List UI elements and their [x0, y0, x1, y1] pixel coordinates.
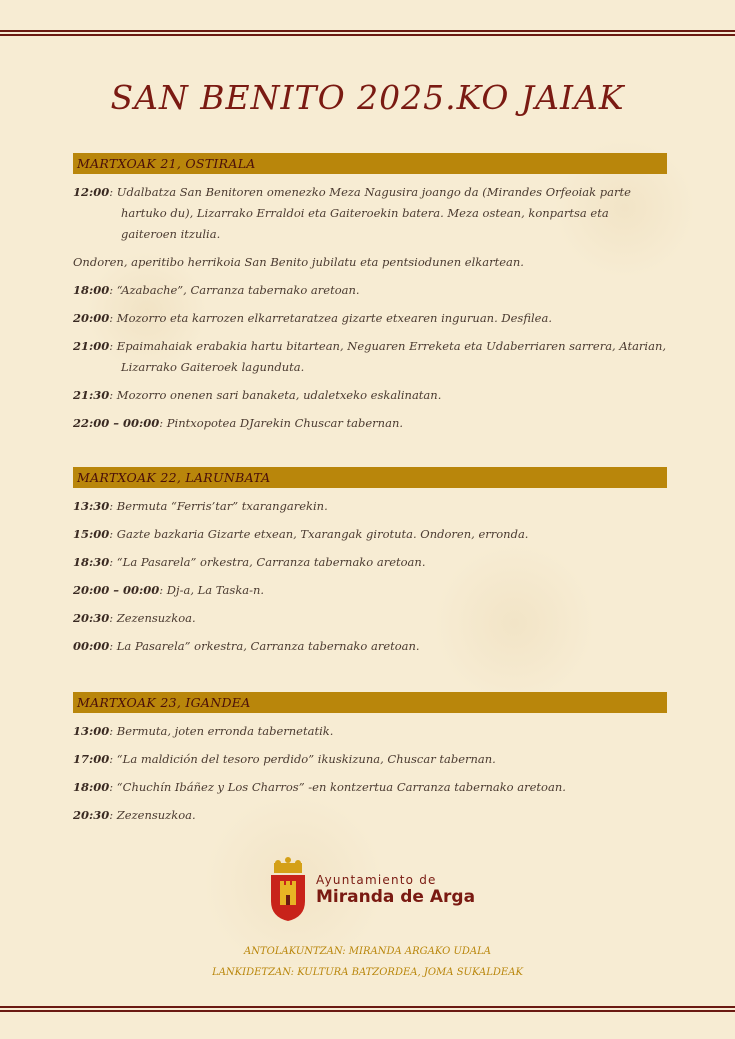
- schedule-item: 13:00: Bermuta, joten erronda tabernetatik.: [73, 724, 334, 738]
- day-section-2: [73, 467, 667, 664]
- coat-of-arms-icon: [268, 857, 308, 923]
- schedule-item: 21:00: Epaimahaiak erabakia hartu bitartean, Neguaren Erreketa eta Udaberriaren sarrera, Atarian, Lizarrako Gaiteroek lagunduta.: [73, 339, 667, 374]
- item-time: 18:00: [73, 283, 110, 297]
- item-time: 15:00: [73, 527, 110, 541]
- schedule-item: 13:30: Bermuta “Ferris’tar” txarangarekin.: [73, 499, 328, 513]
- logo-line-2: Miranda de Arga: [316, 887, 476, 907]
- schedule-list: [73, 721, 667, 826]
- item-text: Bermuta “Ferris’tar” txarangarekin.: [116, 499, 328, 513]
- logo-text: [316, 873, 475, 907]
- schedule-item: 20:00 – 00:00: Dj-a, La Taska-n.: [73, 583, 265, 597]
- schedule-item: 15:00: Gazte bazkaria Gizarte etxean, Txarangak girotuta. Ondoren, erronda.: [73, 527, 529, 541]
- schedule-item: 21:30: Mozorro onenen sari banaketa, udaletxeko eskalinatan.: [73, 388, 442, 402]
- item-text: “La Pasarela” orkestra, Carranza tabernako aretoan.: [116, 555, 426, 569]
- day-header: MARTXOAK 21, OSTIRALA: [73, 153, 667, 174]
- item-time: 20:30: [73, 808, 110, 822]
- top-border: [0, 30, 735, 32]
- item-text: Pintxopotea DJarekin Chuscar tabernan.: [166, 416, 404, 430]
- item-text: Zezensuzkoa.: [116, 808, 196, 822]
- item-time: 20:30: [73, 611, 110, 625]
- item-text: “Azabache”, Carranza tabernako aretoan.: [116, 283, 360, 297]
- schedule-item: 20:00: Mozorro eta karrozen elkarretaratzea gizarte etxearen inguruan. Desfilea.: [73, 311, 552, 325]
- schedule-list: [73, 182, 667, 434]
- item-text: Dj-a, La Taska-n.: [166, 583, 265, 597]
- page-title: SAN BENITO 2025.KO JAIAK: [110, 78, 625, 117]
- item-text: Ondoren, aperitibo herrikoia San Benito jubilatu eta pentsiodunen elkartean.: [73, 255, 524, 269]
- schedule-item: 22:00 – 00:00: Pintxopotea DJarekin Chuscar tabernan.: [73, 416, 404, 430]
- top-border-inner: [0, 34, 735, 36]
- schedule-item: 17:00: “La maldición del tesoro perdido” ikuskizuna, Chuscar tabernan.: [73, 752, 496, 766]
- bottom-border: [0, 1006, 735, 1008]
- item-text: “La maldición del tesoro perdido” ikuskizuna, Chuscar tabernan.: [116, 752, 496, 766]
- day-section-1: [73, 153, 667, 441]
- item-text: Mozorro eta karrozen elkarretaratzea gizarte etxearen inguruan. Desfilea.: [116, 311, 552, 325]
- item-text: Bermuta, joten erronda tabernetatik.: [116, 724, 334, 738]
- item-time: 21:30: [73, 388, 110, 402]
- schedule-item: 12:00: Udalbatza San Benitoren omenezko Meza Nagusira joango da (Mirandes Orfeoiak parte hartuko du), Lizarrako Erraldoi eta Gaiteroekin batera. Meza ostean, konpartsa eta gaiteroen itzulia.: [73, 185, 631, 241]
- town-logo: [268, 857, 475, 923]
- item-text: Gazte bazkaria Gizarte etxean, Txarangak girotuta. Ondoren, erronda.: [116, 527, 529, 541]
- item-time: 22:00 – 00:00: [73, 416, 160, 430]
- bottom-border-inner: [0, 1010, 735, 1012]
- item-time: 00:00: [73, 639, 110, 653]
- day-header: MARTXOAK 22, LARUNBATA: [73, 467, 667, 488]
- day-header: MARTXOAK 23, IGANDEA: [73, 692, 667, 713]
- item-time: 12:00: [73, 185, 110, 199]
- schedule-item: 00:00: La Pasarela” orkestra, Carranza tabernako aretoan.: [73, 639, 420, 653]
- schedule-item: 20:30: Zezensuzkoa.: [73, 611, 196, 625]
- item-text: Udalbatza San Benitoren omenezko Meza Nagusira joango da (Mirandes Orfeoiak parte hartuko du), Lizarrako Erraldoi eta Gaiteroekin batera. Meza ostean, konpartsa eta gaiteroen itzulia.: [116, 185, 631, 241]
- item-text: Mozorro onenen sari banaketa, udaletxeko eskalinatan.: [116, 388, 442, 402]
- item-time: 18:00: [73, 780, 110, 794]
- day-section-3: [73, 692, 667, 833]
- item-text: Epaimahaiak erabakia hartu bitartean, Neguaren Erreketa eta Udaberriaren sarrera, Atarian, Lizarrako Gaiteroek lagunduta.: [116, 339, 667, 374]
- schedule-item: 18:00: “Chuchín Ibáñez y Los Charros” -en kontzertua Carranza tabernako aretoan.: [73, 780, 566, 794]
- organizer-credit: ANTOLAKUNTZAN: MIRANDA ARGAKO UDALA: [244, 946, 491, 957]
- collaborators-credit: LANKIDETZAN: KULTURA BATZORDEA, JOMA SUKALDEAK: [212, 967, 523, 978]
- schedule-list: [73, 496, 667, 657]
- schedule-item: 20:30: Zezensuzkoa.: [73, 808, 196, 822]
- item-time: 13:30: [73, 499, 110, 513]
- item-time: 13:00: [73, 724, 110, 738]
- item-text: “Chuchín Ibáñez y Los Charros” -en kontzertua Carranza tabernako aretoan.: [116, 780, 566, 794]
- logo-line-1: Ayuntamiento de: [316, 873, 437, 887]
- schedule-item: 18:30: “La Pasarela” orkestra, Carranza tabernako aretoan.: [73, 555, 426, 569]
- item-time: 21:00: [73, 339, 110, 353]
- schedule-item: 18:00: “Azabache”, Carranza tabernako aretoan.: [73, 283, 360, 297]
- item-time: 20:00 – 00:00: [73, 583, 160, 597]
- item-text: La Pasarela” orkestra, Carranza tabernako aretoan.: [116, 639, 420, 653]
- schedule-item: [73, 252, 667, 273]
- item-text: Zezensuzkoa.: [116, 611, 196, 625]
- item-time: 20:00: [73, 311, 110, 325]
- item-time: 17:00: [73, 752, 110, 766]
- item-time: 18:30: [73, 555, 110, 569]
